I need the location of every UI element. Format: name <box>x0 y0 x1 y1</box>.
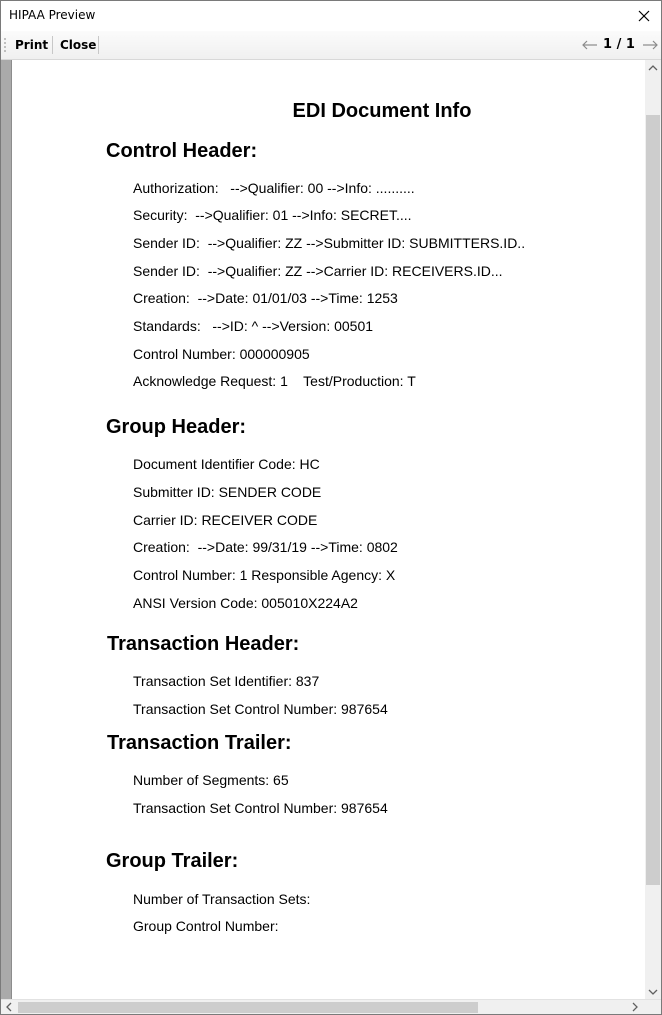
group-header-line: Control Number: 1 Responsible Agency: X <box>133 567 396 583</box>
transaction-trailer-heading: Transaction Trailer: <box>107 732 292 754</box>
transaction-header-line: Transaction Set Identifier: 837 <box>133 673 320 689</box>
transaction-trailer-line: Number of Segments: 65 <box>133 772 289 788</box>
control-header-line: Creation: -->Date: 01/01/03 -->Time: 1253 <box>133 290 398 306</box>
scroll-right-button[interactable] <box>628 1000 642 1014</box>
group-header-heading: Group Header: <box>106 416 247 438</box>
transaction-header-line: Transaction Set Control Number: 987654 <box>133 701 388 717</box>
document-title: EDI Document Info <box>292 100 472 122</box>
window-close-button[interactable] <box>629 3 659 29</box>
control-header-line: Sender ID: -->Qualifier: ZZ -->Carrier ID: RECEIVERS.ID... <box>133 263 503 279</box>
toolbar <box>1 31 661 60</box>
control-header-line: Acknowledge Request: 1 Test/Production: T <box>133 373 416 389</box>
page-indicator: 1 / 1 <box>603 37 635 52</box>
control-header-line: Security: -->Qualifier: 01 -->Info: SECRET.... <box>133 207 412 223</box>
vertical-scroll-thumb[interactable] <box>646 115 660 885</box>
left-panel-strip <box>1 60 12 1000</box>
next-page-button[interactable] <box>641 36 659 54</box>
group-header-line: Carrier ID: RECEIVER CODE <box>133 512 318 528</box>
control-header-line: Standards: -->ID: ^ -->Version: 00501 <box>133 318 374 334</box>
group-header-line: Submitter ID: SENDER CODE <box>133 484 322 500</box>
vertical-scrollbar[interactable] <box>645 60 661 1000</box>
group-trailer-line: Group Control Number: <box>133 918 279 934</box>
control-header-line: Sender ID: -->Qualifier: ZZ -->Submitter ID: SUBMITTERS.ID.. <box>133 235 526 251</box>
prev-page-button[interactable] <box>581 36 599 54</box>
page-navigator <box>581 36 659 54</box>
arrow-right-icon <box>641 36 659 54</box>
chevron-up-icon <box>646 61 660 75</box>
horizontal-scroll-thumb[interactable] <box>18 1002 478 1013</box>
chevron-right-icon <box>628 1000 642 1014</box>
title-bar <box>1 1 661 31</box>
arrow-left-icon <box>581 36 599 54</box>
group-header-line: ANSI Version Code: 005010X224A2 <box>133 595 358 611</box>
close-button[interactable]: Close <box>60 38 97 52</box>
chevron-left-icon <box>2 1000 16 1014</box>
transaction-header-heading: Transaction Header: <box>107 633 300 655</box>
document-preview <box>12 60 645 1000</box>
group-header-line: Creation: -->Date: 99/31/19 -->Time: 0802 <box>133 539 398 555</box>
scroll-down-button[interactable] <box>646 985 660 999</box>
toolbar-grip[interactable] <box>4 37 6 53</box>
toolbar-separator <box>52 36 53 54</box>
control-header-line: Control Number: 000000905 <box>133 346 310 362</box>
transaction-trailer-line: Transaction Set Control Number: 987654 <box>133 800 388 816</box>
group-trailer-heading: Group Trailer: <box>106 850 239 872</box>
control-header-line: Authorization: -->Qualifier: 00 -->Info: .......... <box>133 180 415 196</box>
toolbar-separator <box>98 36 99 54</box>
group-header-line: Document Identifier Code: HC <box>133 456 320 472</box>
window-title: HIPAA Preview <box>9 8 96 22</box>
scroll-up-button[interactable] <box>646 61 660 75</box>
horizontal-scrollbar[interactable] <box>1 999 661 1015</box>
control-header-heading: Control Header: <box>106 140 258 162</box>
scroll-left-button[interactable] <box>2 1000 16 1014</box>
print-button[interactable]: Print <box>15 38 49 52</box>
chevron-down-icon <box>646 985 660 999</box>
group-trailer-line: Number of Transaction Sets: <box>133 891 311 907</box>
close-icon <box>629 3 659 29</box>
